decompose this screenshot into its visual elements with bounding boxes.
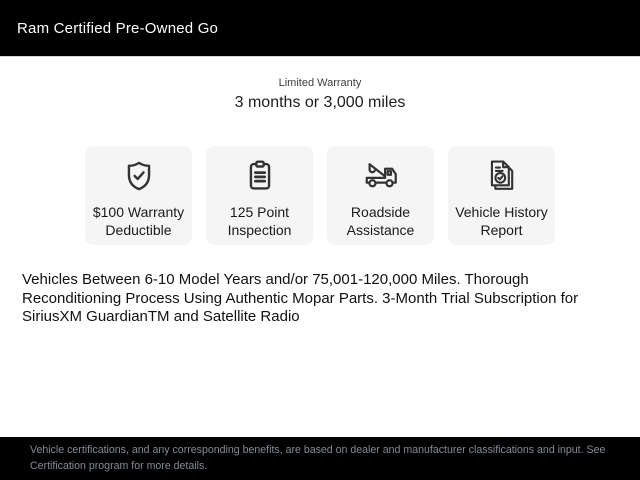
benefit-label: 125 Point Inspection — [227, 204, 292, 239]
clipboard-icon — [241, 157, 279, 195]
benefit-card-warranty-deductible — [85, 146, 192, 245]
benefit-card-point-inspection — [206, 146, 313, 245]
benefit-card-vehicle-history — [448, 146, 555, 245]
warranty-summary — [0, 77, 640, 112]
warranty-type-label: Limited Warranty — [278, 77, 362, 89]
benefit-label: $100 Warranty Deductible — [92, 204, 185, 239]
warranty-term: 3 months or 3,000 miles — [234, 94, 406, 111]
benefit-label: Roadside Assistance — [346, 204, 415, 239]
document-check-icon — [483, 157, 521, 195]
benefits-row — [85, 146, 555, 245]
benefit-label: Vehicle History Report — [455, 204, 548, 239]
program-description: Vehicles Between 6-10 Model Years and/or 75,001-120,000 Miles. Thorough Reconditioning Process Using Authentic Mopar Parts. 3-Month Trial Subscription for SiriusXM GuardianTM and Satellite Radio — [22, 271, 579, 326]
footer-disclaimer-bar — [0, 437, 640, 480]
shield-check-icon — [120, 157, 158, 195]
tow-truck-icon — [362, 157, 400, 195]
disclaimer-text: Vehicle certifications, and any corresponding benefits, are based on dealer and manufacturer classifications and input. See Certification program for more details. — [30, 444, 606, 472]
benefit-card-roadside-assistance — [327, 146, 434, 245]
page-title: Ram Certified Pre-Owned Go — [17, 19, 219, 37]
app-header — [0, 0, 640, 57]
